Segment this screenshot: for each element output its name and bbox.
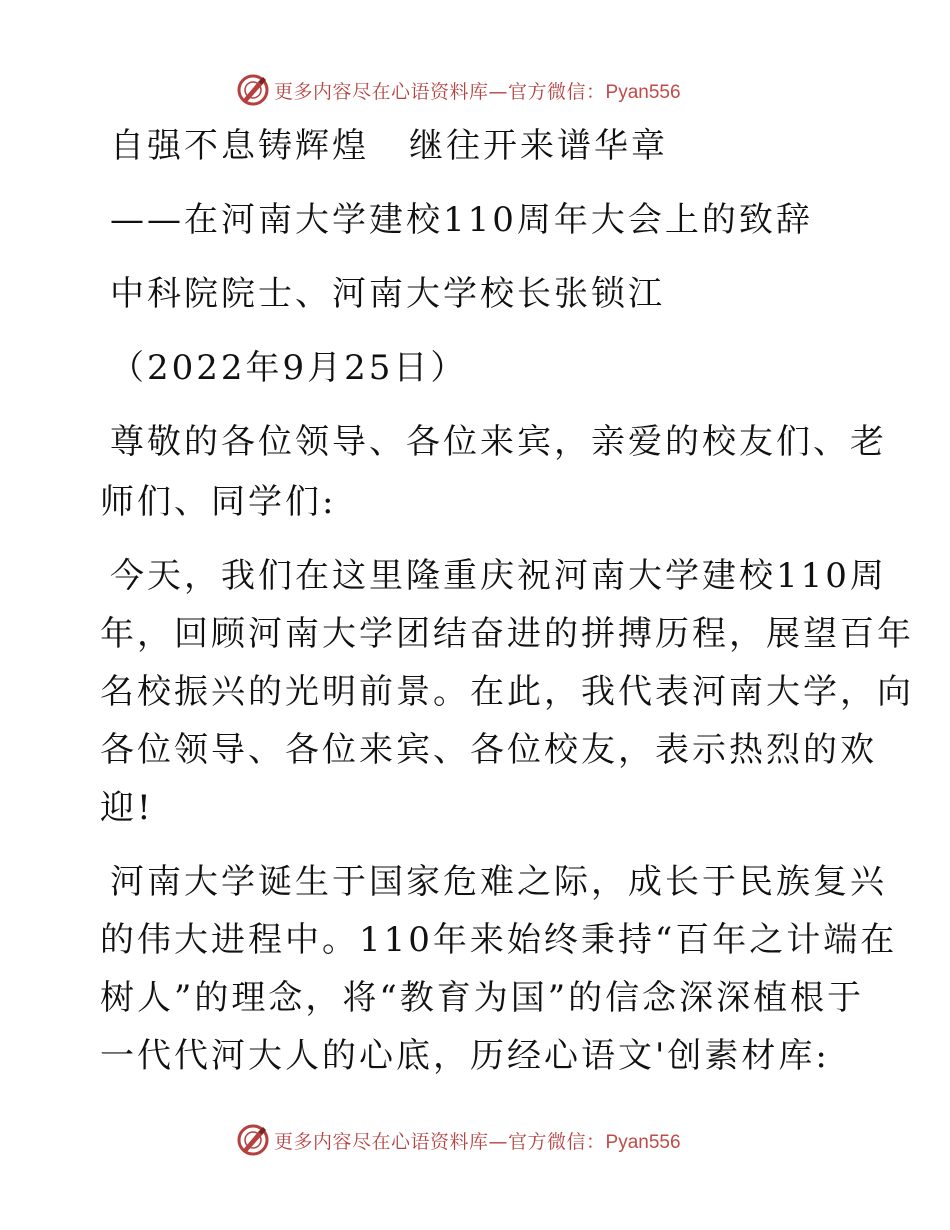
paragraph-line: 年，回顾河南大学团结奋进的拼搏历程，展望百年 [100, 614, 914, 654]
pen-logo-icon [236, 73, 270, 107]
paragraph-line: 河南大学诞生于国家危难之际，成长于民族复兴 [110, 862, 887, 902]
watermark-text: 更多内容尽在心语资料库—官方微信：Pyan556 [274, 80, 681, 103]
paragraph-line: 的伟大进程中。110年来始终秉持“百年之计端在 [100, 920, 898, 960]
paragraph-line: 树人”的理念，将“教育为国”的信念深深植根于 [100, 978, 865, 1018]
paragraph-line: 名校振兴的光明前景。在此，我代表河南大学，向 [100, 672, 914, 712]
paragraph-line: 迎! [100, 788, 154, 828]
title-part-2: 继往开来谱华章 [409, 126, 668, 166]
paragraph-line: 各位领导、各位来宾、各位校友，表示热烈的欢 [100, 730, 877, 770]
watermark-wechat-id: Pyan556 [605, 1131, 681, 1153]
paragraph-line: 一代代河大人的心底，历经心语文'创素材库: [100, 1036, 830, 1076]
watermark-text: 更多内容尽在心语资料库—官方微信：Pyan556 [274, 1130, 681, 1153]
document-subtitle: ——在河南大学建校110周年大会上的致辞 [110, 200, 813, 240]
document-date: （2022年9月25日） [110, 348, 468, 388]
pen-logo-icon [236, 1123, 270, 1157]
salutation-line: 尊敬的各位领导、各位来宾，亲爱的校友们、老 [110, 422, 887, 462]
watermark-wechat-id: Pyan556 [605, 81, 681, 103]
paragraph-line: 今天，我们在这里隆重庆祝河南大学建校110周 [110, 556, 887, 596]
watermark-top [236, 72, 681, 108]
title-part-1: 自强不息铸辉煌 [110, 126, 369, 166]
document-title [110, 126, 668, 166]
salutation-line: 师们、同学们: [100, 482, 337, 522]
document-author: 中科院院士、河南大学校长张锁江 [110, 274, 665, 314]
watermark-bottom [236, 1122, 681, 1158]
